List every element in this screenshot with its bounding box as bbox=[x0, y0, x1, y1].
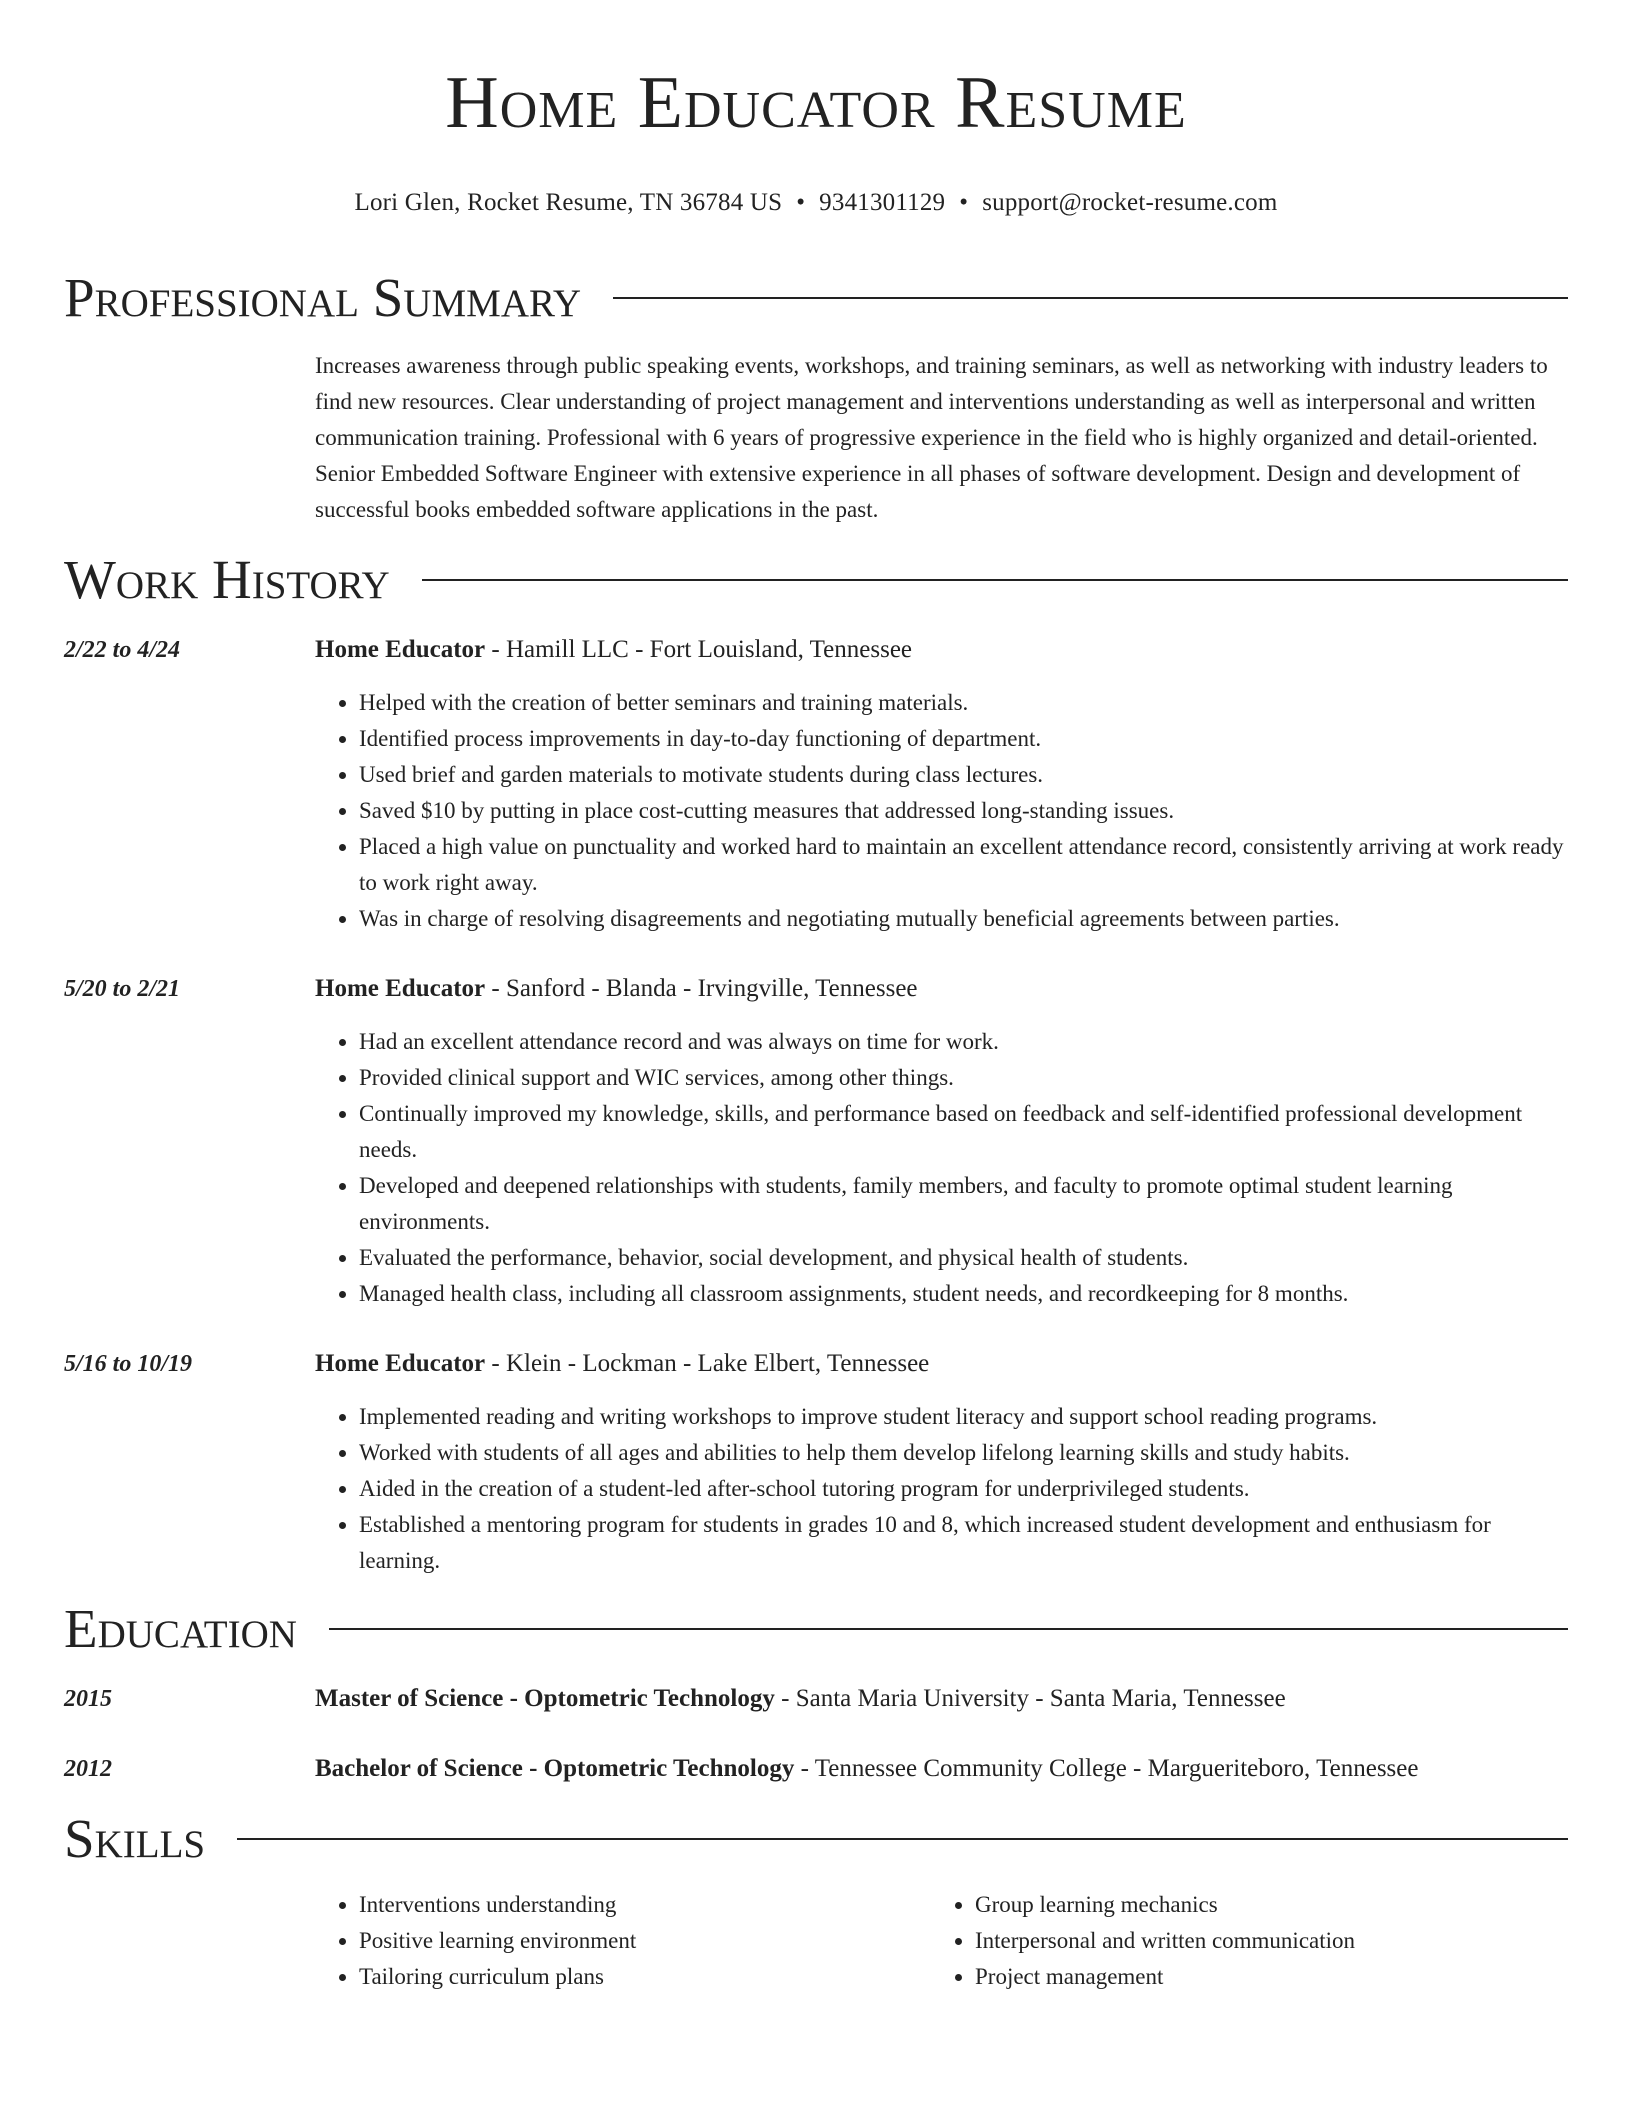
contact-line bbox=[64, 188, 1568, 218]
section-divider bbox=[613, 297, 1568, 299]
job-dates: 2/22 to 4/24 bbox=[64, 637, 181, 663]
list-item: • Had an excellent attendance record and was always on time for work. bbox=[359, 1024, 1568, 1060]
contact-email: support@rocket-resume.com bbox=[982, 189, 1278, 216]
education-entry bbox=[64, 1681, 1568, 1717]
job-dates: 5/16 to 10/19 bbox=[64, 1351, 193, 1377]
job-entry bbox=[64, 632, 1568, 937]
education-degree: Master of Science - Optometric Technology bbox=[315, 1685, 775, 1712]
section-divider bbox=[237, 1838, 1568, 1840]
education-entry bbox=[64, 1751, 1568, 1787]
job-body bbox=[315, 632, 1568, 937]
section-heading-work: Work History bbox=[64, 549, 390, 610]
list-item: • Provided clinical support and WIC services, among other things. bbox=[359, 1060, 1568, 1096]
job-body bbox=[315, 971, 1568, 1312]
list-item: • Worked with students of all ages and abilities to help them develop lifelong learning skills and study habits. bbox=[359, 1435, 1568, 1471]
skill-item: • Interpersonal and written communication bbox=[975, 1923, 1355, 1959]
page-title: Home Educator Resume bbox=[445, 62, 1187, 144]
list-item: • Implemented reading and writing workshops to improve student literacy and support school reading programs. bbox=[359, 1399, 1568, 1435]
job-heading bbox=[315, 632, 1568, 668]
job-details: - Klein - Lockman - Lake Elbert, Tennessee bbox=[485, 1350, 930, 1377]
education-body bbox=[315, 1681, 1568, 1717]
list-item: • Used brief and garden materials to motivate students during class lectures. bbox=[359, 757, 1568, 793]
list-item: • Evaluated the performance, behavior, social development, and physical health of students. bbox=[359, 1240, 1568, 1276]
contact-phone: 9341301129 bbox=[819, 189, 946, 216]
section-skills-header bbox=[64, 1809, 1568, 1869]
job-bullets bbox=[315, 1024, 1568, 1312]
education-details: - Santa Maria University - Santa Maria, Tennessee bbox=[774, 1685, 1286, 1712]
job-heading bbox=[315, 971, 1568, 1007]
education-year: 2012 bbox=[64, 1756, 112, 1782]
contact-separator: • bbox=[796, 189, 806, 216]
education-year: 2015 bbox=[64, 1686, 112, 1712]
job-entry bbox=[64, 971, 1568, 1312]
summary-text: Increases awareness through public speaking events, workshops, and training seminars, as well as networking with industry leaders to find new resources. Clear understanding of project management and interventions understanding as well as interpersonal and written communication training. Professional with 6 years of progressive experience in the field who is highly organized and detail-oriented. Senior Embedded Software Engineer with extensive experience in all phases of software development. Design and development of successful books embedded software applications in the past. bbox=[315, 353, 1548, 522]
list-item: • Placed a high value on punctuality and worked hard to maintain an excellent attendance record, consistently arriving at work ready to work right away. bbox=[359, 829, 1568, 901]
education-heading bbox=[315, 1751, 1568, 1787]
list-item: • Managed health class, including all classroom assignments, student needs, and recordkeeping for 8 months. bbox=[359, 1276, 1568, 1312]
list-item: • Aided in the creation of a student-led after-school tutoring program for underprivileged students. bbox=[359, 1471, 1568, 1507]
skills-list bbox=[315, 1887, 1568, 1995]
job-entry bbox=[64, 1346, 1568, 1579]
list-item: • Was in charge of resolving disagreements and negotiating mutually beneficial agreements between parties. bbox=[359, 901, 1568, 937]
education-heading bbox=[315, 1681, 1568, 1717]
job-bullets bbox=[315, 685, 1568, 937]
list-item: • Saved $10 by putting in place cost-cutting measures that addressed long-standing issues. bbox=[359, 793, 1568, 829]
list-item: • Identified process improvements in day-to-day functioning of department. bbox=[359, 721, 1568, 757]
job-body bbox=[315, 1346, 1568, 1579]
skill-item: • Tailoring curriculum plans bbox=[359, 1959, 931, 1995]
education-body bbox=[315, 1751, 1568, 1787]
job-dates: 5/20 to 2/21 bbox=[64, 976, 181, 1002]
education-details: - Tennessee Community College - Margueriteboro, Tennessee bbox=[794, 1755, 1419, 1782]
skill-item: • Positive learning environment bbox=[359, 1923, 931, 1959]
skill-item: • Interventions understanding bbox=[359, 1887, 931, 1923]
list-item: • Developed and deepened relationships with students, family members, and faculty to promote optimal student learning environments. bbox=[359, 1168, 1568, 1240]
skill-item: • Project management bbox=[975, 1959, 1355, 1995]
job-title: Home Educator bbox=[315, 975, 486, 1002]
job-title: Home Educator bbox=[315, 636, 486, 663]
skill-item: • Group learning mechanics bbox=[975, 1887, 1355, 1923]
job-bullets bbox=[315, 1399, 1568, 1579]
section-divider bbox=[422, 579, 1568, 581]
section-divider bbox=[329, 1628, 1568, 1630]
list-item: • Continually improved my knowledge, skills, and performance based on feedback and self-identified professional development needs. bbox=[359, 1096, 1568, 1168]
job-title: Home Educator bbox=[315, 1350, 486, 1377]
skills-column-right bbox=[931, 1887, 1355, 1995]
list-item: • Helped with the creation of better seminars and training materials. bbox=[359, 685, 1568, 721]
section-heading-education: Education bbox=[64, 1598, 297, 1659]
education-degree: Bachelor of Science - Optometric Technology bbox=[315, 1755, 795, 1782]
section-work-header bbox=[64, 550, 1568, 610]
section-heading-summary: Professional Summary bbox=[64, 267, 582, 328]
job-heading bbox=[315, 1346, 1568, 1382]
skills-column-left bbox=[315, 1887, 931, 1995]
list-item: • Established a mentoring program for students in grades 10 and 8, which increased student development and enthusiasm for learning. bbox=[359, 1507, 1568, 1579]
section-education-header bbox=[64, 1599, 1568, 1659]
job-details: - Hamill LLC - Fort Louisland, Tennessee bbox=[485, 636, 913, 663]
contact-separator: • bbox=[959, 189, 969, 216]
contact-address: Lori Glen, Rocket Resume, TN 36784 US bbox=[354, 189, 783, 216]
section-heading-skills: Skills bbox=[64, 1808, 206, 1869]
job-details: - Sanford - Blanda - Irvingville, Tennessee bbox=[485, 975, 918, 1002]
section-summary-header bbox=[64, 268, 1568, 328]
